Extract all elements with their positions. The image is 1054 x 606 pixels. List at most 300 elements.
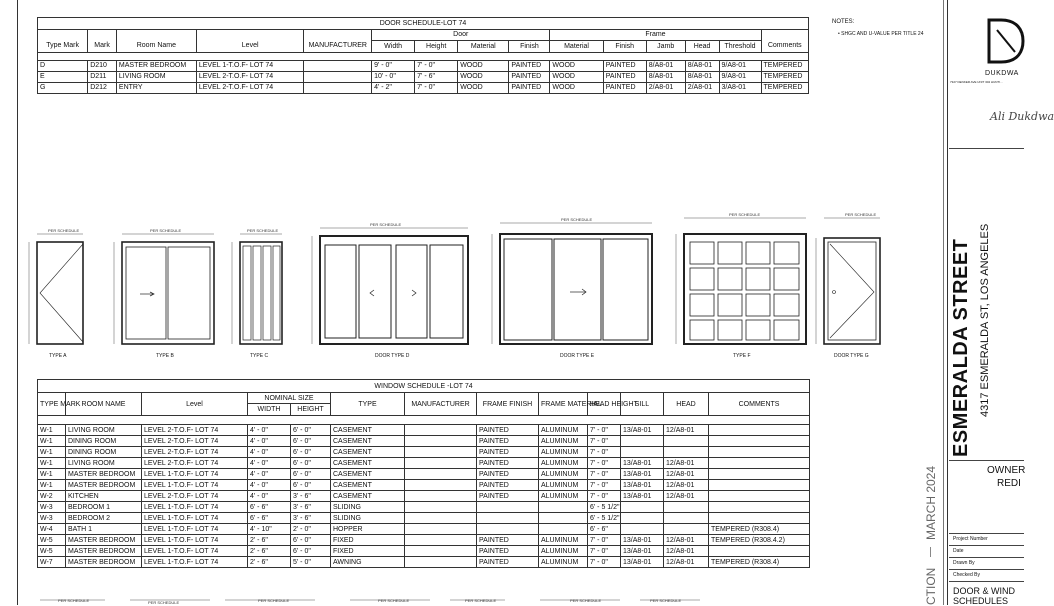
table-cell: WOOD xyxy=(458,60,509,71)
header-cell xyxy=(116,30,196,41)
table-cell: LEVEL 1-T.O.F- LOT 74 xyxy=(142,513,248,524)
column-header: Height xyxy=(415,40,458,52)
bottom-dimension-lines xyxy=(30,594,710,605)
table-cell xyxy=(405,524,477,535)
table-cell: LIVING ROOM xyxy=(66,458,142,469)
table-cell xyxy=(405,502,477,513)
table-cell: 6' - 6" xyxy=(248,502,291,513)
table-cell: E xyxy=(38,71,88,82)
elevation-label-door-type-d: DOOR TYPE D xyxy=(375,353,410,359)
table-cell: 7' - 0" xyxy=(588,436,621,447)
table-cell: TEMPERED xyxy=(761,60,808,71)
table-cell: 8/A8-01 xyxy=(685,71,719,82)
window-type-c-elevation xyxy=(240,242,282,344)
table-cell: 6' - 0" xyxy=(291,436,331,447)
table-cell xyxy=(621,447,664,458)
table-cell: 2' - 6" xyxy=(248,546,291,557)
table-cell xyxy=(405,535,477,546)
table-cell: 5' - 0" xyxy=(291,557,331,568)
table-cell: 10' - 0" xyxy=(372,71,415,82)
table-cell xyxy=(477,513,539,524)
column-header: Head xyxy=(685,40,719,52)
table-cell: ENTRY xyxy=(116,82,196,93)
table-cell: 7' - 6" xyxy=(415,71,458,82)
owner-label: OWNER xyxy=(987,465,1026,476)
table-cell: 6' - 0" xyxy=(291,458,331,469)
column-header: MANUFACTURER xyxy=(304,40,372,52)
table-cell: PAINTED xyxy=(477,557,539,568)
table-cell: PAINTED xyxy=(477,480,539,491)
table-row xyxy=(38,436,810,447)
table-cell: ALUMINUM xyxy=(539,447,588,458)
table-cell: W-1 xyxy=(38,447,66,458)
dimension-label: PER SCHEDULE xyxy=(729,212,761,217)
table-cell: 12/A8-01 xyxy=(664,535,709,546)
dimension-label: PER SCHEDULE xyxy=(370,222,402,227)
table-cell: ALUMINUM xyxy=(539,458,588,469)
table-cell xyxy=(539,513,588,524)
table-cell: 7' - 0" xyxy=(588,557,621,568)
table-cell: CASEMENT xyxy=(331,480,405,491)
column-header: Comments xyxy=(761,40,808,52)
table-cell: 12/A8-01 xyxy=(664,469,709,480)
table-cell: 7' - 0" xyxy=(415,60,458,71)
table-cell: 8/A8-01 xyxy=(646,71,685,82)
table-cell: TEMPERED (R308.4.2) xyxy=(709,535,810,546)
table-cell: 12/A8-01 xyxy=(664,546,709,557)
table-cell: 3' - 6" xyxy=(291,502,331,513)
column-header: FRAME MATERIAL xyxy=(539,393,588,416)
column-header: Width xyxy=(372,40,415,52)
table-cell: CASEMENT xyxy=(331,436,405,447)
window-schedule-table xyxy=(37,379,810,568)
firm-name: DUKDWA xyxy=(985,70,1019,77)
elevation-label-door-type-e: DOOR TYPE E xyxy=(560,353,595,359)
table-cell: SLIDING xyxy=(331,513,405,524)
elevations-drawing xyxy=(20,212,900,367)
door-schedule-header xyxy=(38,18,809,61)
header-group-frame: Frame xyxy=(550,30,761,41)
elevation-label-type-c: TYPE C xyxy=(250,353,269,359)
table-cell: 4' - 0" xyxy=(248,425,291,436)
table-cell: 6' - 0" xyxy=(291,425,331,436)
table-cell: 7' - 0" xyxy=(588,480,621,491)
table-cell: PAINTED xyxy=(477,425,539,436)
table-cell xyxy=(304,71,372,82)
table-cell xyxy=(664,447,709,458)
table-cell xyxy=(405,458,477,469)
table-cell: DINING ROOM xyxy=(66,436,142,447)
table-cell xyxy=(405,436,477,447)
table-cell: 4' - 0" xyxy=(248,480,291,491)
table-cell xyxy=(664,436,709,447)
table-cell: DINING ROOM xyxy=(66,447,142,458)
table-cell: FIXED xyxy=(331,546,405,557)
table-cell xyxy=(405,447,477,458)
table-cell: 3/A8-01 xyxy=(719,82,761,93)
table-cell: KITCHEN xyxy=(66,491,142,502)
table-row xyxy=(38,513,810,524)
table-cell xyxy=(405,513,477,524)
table-cell: ALUMINUM xyxy=(539,557,588,568)
table-cell: 13/A8-01 xyxy=(621,535,664,546)
table-cell: LIVING ROOM xyxy=(66,425,142,436)
spacer-cell xyxy=(38,416,810,425)
table-cell: PAINTED xyxy=(603,82,646,93)
door-schedule-body xyxy=(38,60,809,93)
table-title-row xyxy=(38,380,810,393)
firm-address: 7327 DENKER AVE UNIT 304 HUNTI... xyxy=(950,80,1003,84)
table-cell: WOOD xyxy=(550,82,603,93)
table-cell: 9/A8-01 xyxy=(719,71,761,82)
table-cell: 13/A8-01 xyxy=(621,557,664,568)
table-title-row xyxy=(38,18,809,30)
table-cell xyxy=(709,502,810,513)
title-block-divider xyxy=(949,148,1024,149)
table-cell: PAINTED xyxy=(477,447,539,458)
table-cell: ALUMINUM xyxy=(539,425,588,436)
column-header: Type Mark xyxy=(38,40,88,52)
elevation-label-type-b: TYPE B xyxy=(156,353,174,359)
door-type-e-elevation xyxy=(500,234,652,344)
table-cell xyxy=(709,480,810,491)
table-cell: LEVEL 1-T.O.F- LOT 74 xyxy=(196,60,304,71)
dimension-label: PER SCHEDULE xyxy=(247,228,279,233)
table-row xyxy=(38,469,810,480)
column-header: Finish xyxy=(509,40,550,52)
table-cell xyxy=(477,524,539,535)
column-header: Threshold xyxy=(719,40,761,52)
owner-name: REDI xyxy=(997,478,1021,489)
table-cell: WOOD xyxy=(458,71,509,82)
table-cell: D212 xyxy=(88,82,117,93)
dimension-label: PER SCHEDULE xyxy=(48,228,80,233)
header-cell xyxy=(761,30,808,41)
elevation-label-type-a: TYPE A xyxy=(49,353,67,359)
door-type-g-elevation xyxy=(824,238,880,344)
table-cell: 4' - 0" xyxy=(248,436,291,447)
table-cell: 6' - 0" xyxy=(291,469,331,480)
table-cell xyxy=(709,447,810,458)
table-cell: 6' - 6" xyxy=(248,513,291,524)
column-header: WIDTH xyxy=(248,404,291,416)
table-cell: 4' - 0" xyxy=(248,458,291,469)
table-cell: FIXED xyxy=(331,535,405,546)
table-cell: 13/A8-01 xyxy=(621,480,664,491)
table-cell: 6' - 0" xyxy=(291,480,331,491)
table-cell xyxy=(621,436,664,447)
header-group-door: Door xyxy=(372,30,550,41)
header-cell xyxy=(304,30,372,41)
table-row xyxy=(38,447,810,458)
project-street: ESMERALDA STREET xyxy=(950,238,972,457)
table-cell: ALUMINUM xyxy=(539,535,588,546)
table-cell: 4' - 10" xyxy=(248,524,291,535)
table-cell: G xyxy=(38,82,88,93)
table-cell: MASTER BEDROOM xyxy=(66,546,142,557)
title-block-border xyxy=(947,0,948,605)
table-cell xyxy=(709,491,810,502)
table-cell: LEVEL 1-T.O.F- LOT 74 xyxy=(142,557,248,568)
header-cell xyxy=(38,30,88,41)
table-cell xyxy=(621,502,664,513)
table-cell: PAINTED xyxy=(477,469,539,480)
table-cell: 2' - 6" xyxy=(248,535,291,546)
table-cell xyxy=(709,513,810,524)
table-cell xyxy=(405,469,477,480)
dimension-label: PER SCHEDULE xyxy=(58,598,90,603)
table-cell: D xyxy=(38,60,88,71)
table-cell: 9/A8-01 xyxy=(719,60,761,71)
table-spacer-row xyxy=(38,416,810,425)
dimension-label: PER SCHEDULE xyxy=(465,598,497,603)
door-schedule-table xyxy=(37,17,809,94)
table-cell: TEMPERED xyxy=(761,82,808,93)
table-cell: CASEMENT xyxy=(331,447,405,458)
table-cell xyxy=(405,480,477,491)
column-header: HEIGHT xyxy=(291,404,331,416)
title-block-inner-border xyxy=(943,0,944,605)
table-cell: 13/A8-01 xyxy=(621,425,664,436)
table-cell xyxy=(709,546,810,557)
table-row xyxy=(38,480,810,491)
table-cell: LIVING ROOM xyxy=(116,71,196,82)
table-cell: 12/A8-01 xyxy=(664,480,709,491)
column-header: Room Name xyxy=(116,40,196,52)
field-date: Date xyxy=(953,548,964,554)
table-cell: PAINTED xyxy=(477,546,539,557)
table-cell: 4' - 0" xyxy=(248,447,291,458)
table-cell xyxy=(539,502,588,513)
table-cell: 4' - 0" xyxy=(248,491,291,502)
table-cell: WOOD xyxy=(550,60,603,71)
table-cell: PAINTED xyxy=(603,60,646,71)
table-cell xyxy=(539,524,588,535)
table-cell: LEVEL 2-T.O.F- LOT 74 xyxy=(196,82,304,93)
field-checked-by: Checked By xyxy=(953,572,980,578)
table-header-row xyxy=(38,40,809,52)
table-cell: 12/A8-01 xyxy=(664,491,709,502)
table-cell: 6' - 5 1/2" xyxy=(588,502,621,513)
table-cell xyxy=(621,513,664,524)
table-cell: LEVEL 2-T.O.F- LOT 74 xyxy=(142,425,248,436)
table-row xyxy=(38,82,809,93)
table-cell: CASEMENT xyxy=(331,458,405,469)
table-cell: BEDROOM 1 xyxy=(66,502,142,513)
note-text: SHGC AND U-VALUE PER TITLE 24 xyxy=(841,31,924,37)
window-schedule-title: WINDOW SCHEDULE -LOT 74 xyxy=(38,380,810,393)
title-block-divider xyxy=(949,460,1024,461)
dimension-label: PER SCHEDULE xyxy=(258,598,290,603)
table-cell xyxy=(405,546,477,557)
table-cell xyxy=(709,469,810,480)
issue-date-stamp: MARCH 2024 xyxy=(924,465,938,540)
table-cell: HOPPER xyxy=(331,524,405,535)
table-cell: BATH 1 xyxy=(66,524,142,535)
table-group-row xyxy=(38,30,809,41)
table-cell: 12/A8-01 xyxy=(664,425,709,436)
table-cell: ALUMINUM xyxy=(539,480,588,491)
table-cell: LEVEL 1-T.O.F- LOT 74 xyxy=(142,524,248,535)
table-cell: 6' - 0" xyxy=(291,447,331,458)
column-header: COMMENTS xyxy=(709,393,810,416)
table-cell: LEVEL 2-T.O.F- LOT 74 xyxy=(142,458,248,469)
table-cell: MASTER BEDROOM xyxy=(66,535,142,546)
table-cell: 13/A8-01 xyxy=(621,458,664,469)
table-cell: WOOD xyxy=(458,82,509,93)
table-cell: 13/A8-01 xyxy=(621,546,664,557)
table-cell: CASEMENT xyxy=(331,469,405,480)
table-cell: W-1 xyxy=(38,480,66,491)
column-header: Material xyxy=(458,40,509,52)
table-cell: 13/A8-01 xyxy=(621,491,664,502)
column-header: HEAD HEIGHT xyxy=(588,393,621,416)
table-cell: PAINTED xyxy=(603,71,646,82)
table-cell: W-1 xyxy=(38,425,66,436)
table-cell xyxy=(405,557,477,568)
table-cell: 4' - 2" xyxy=(372,82,415,93)
table-cell xyxy=(664,524,709,535)
table-cell: W-1 xyxy=(38,436,66,447)
table-cell: W-1 xyxy=(38,469,66,480)
elevation-label-door-type-g: DOOR TYPE G xyxy=(834,353,869,359)
notes-title: NOTES: xyxy=(832,19,855,25)
table-cell: W-5 xyxy=(38,546,66,557)
table-cell: TEMPERED xyxy=(761,71,808,82)
title-block-divider xyxy=(949,569,1024,570)
table-cell: 2' - 0" xyxy=(291,524,331,535)
window-type-f-elevation xyxy=(684,234,806,344)
table-cell xyxy=(477,502,539,513)
signature: Ali Dukdwa xyxy=(990,110,1054,123)
table-cell: 7' - 0" xyxy=(588,546,621,557)
stamp-separator xyxy=(930,547,931,557)
field-project-number: Project Number xyxy=(953,536,988,542)
table-cell: 6' - 0" xyxy=(291,535,331,546)
door-type-d-elevation xyxy=(320,236,468,344)
table-cell: 7' - 0" xyxy=(588,469,621,480)
sheet-title-line-1: DOOR & WIND xyxy=(953,586,1015,596)
notes-item: • SHGC AND U-VALUE PER TITLE 24 xyxy=(838,31,924,37)
table-cell: 3' - 6" xyxy=(291,513,331,524)
table-cell xyxy=(709,436,810,447)
dimension-label: PER SCHEDULE xyxy=(378,598,410,603)
table-cell xyxy=(664,513,709,524)
table-cell: MASTER BEDROOM xyxy=(66,480,142,491)
table-cell xyxy=(304,60,372,71)
sheet-left-border xyxy=(17,0,18,605)
table-cell: 2/A8-01 xyxy=(685,82,719,93)
table-cell: LEVEL 1-T.O.F- LOT 74 xyxy=(142,480,248,491)
table-cell: 7' - 0" xyxy=(588,535,621,546)
table-cell: TEMPERED (R308.4) xyxy=(709,524,810,535)
dimension-label: PER SCHEDULE xyxy=(150,228,182,233)
table-cell: W-2 xyxy=(38,491,66,502)
title-block-divider xyxy=(949,557,1024,558)
table-header-row xyxy=(38,393,810,404)
table-cell: 7' - 0" xyxy=(588,491,621,502)
column-header: TYPE xyxy=(331,393,405,416)
table-cell xyxy=(709,425,810,436)
column-header: Level xyxy=(142,393,248,416)
column-header: Jamb xyxy=(646,40,685,52)
table-cell: 9' - 0" xyxy=(372,60,415,71)
table-cell: ALUMINUM xyxy=(539,436,588,447)
column-header: TYPE MARK xyxy=(38,393,66,416)
table-cell: W-1 xyxy=(38,458,66,469)
table-cell xyxy=(304,82,372,93)
table-row xyxy=(38,458,810,469)
table-cell: PAINTED xyxy=(477,458,539,469)
table-cell: 8/A8-01 xyxy=(646,60,685,71)
table-cell: MASTER BEDROOM xyxy=(66,469,142,480)
table-cell xyxy=(405,491,477,502)
table-cell: W-3 xyxy=(38,513,66,524)
firm-logo-mark xyxy=(985,16,1024,66)
table-cell xyxy=(621,524,664,535)
table-row xyxy=(38,71,809,82)
window-schedule-body xyxy=(38,425,810,568)
table-cell: 13/A8-01 xyxy=(621,469,664,480)
table-cell: 2' - 6" xyxy=(248,557,291,568)
column-header: SILL xyxy=(621,393,664,416)
table-row xyxy=(38,535,810,546)
table-cell xyxy=(405,425,477,436)
door-schedule-title: DOOR SCHEDULE-LOT 74 xyxy=(38,18,809,30)
table-cell: D210 xyxy=(88,60,117,71)
table-cell: MASTER BEDROOM xyxy=(116,60,196,71)
table-cell: 7' - 0" xyxy=(588,458,621,469)
table-row xyxy=(38,524,810,535)
column-header: Finish xyxy=(603,40,646,52)
table-cell: AWNING xyxy=(331,557,405,568)
column-header: FRAME FINISH xyxy=(477,393,539,416)
issue-status-stamp: CTION xyxy=(924,567,938,605)
table-cell: LEVEL 2-T.O.F- LOT 74 xyxy=(142,491,248,502)
project-address: 4317 ESMERALDA ST, LOS ANGELES xyxy=(979,223,991,417)
table-cell: LEVEL 1-T.O.F- LOT 74 xyxy=(142,469,248,480)
table-cell: 12/A8-01 xyxy=(664,557,709,568)
table-row xyxy=(38,425,810,436)
table-cell: LEVEL 2-T.O.F- LOT 74 xyxy=(196,71,304,82)
table-cell: LEVEL 1-T.O.F- LOT 74 xyxy=(142,502,248,513)
table-cell: BEDROOM 2 xyxy=(66,513,142,524)
elevation-label-type-f: TYPE F xyxy=(733,353,751,359)
table-cell: W-5 xyxy=(38,535,66,546)
table-cell: PAINTED xyxy=(477,436,539,447)
dimension-label: PER SCHEDULE xyxy=(570,598,602,603)
header-group-nominal-size: NOMINAL SIZE xyxy=(248,393,331,404)
table-cell: TEMPERED (R308.4) xyxy=(709,557,810,568)
table-row xyxy=(38,546,810,557)
table-cell: W-3 xyxy=(38,502,66,513)
table-cell: PAINTED xyxy=(477,535,539,546)
table-cell: 6' - 6" xyxy=(588,524,621,535)
header-cell xyxy=(196,30,304,41)
spacer-cell xyxy=(38,52,809,60)
title-block-divider xyxy=(949,533,1024,534)
table-cell xyxy=(664,502,709,513)
table-row xyxy=(38,557,810,568)
table-cell: W-7 xyxy=(38,557,66,568)
table-cell: PAINTED xyxy=(477,491,539,502)
column-header: HEAD xyxy=(664,393,709,416)
table-cell: ALUMINUM xyxy=(539,546,588,557)
table-cell: WOOD xyxy=(550,71,603,82)
table-cell: LEVEL 2-T.O.F- LOT 74 xyxy=(142,447,248,458)
table-cell: W-4 xyxy=(38,524,66,535)
table-cell: 4' - 0" xyxy=(248,469,291,480)
